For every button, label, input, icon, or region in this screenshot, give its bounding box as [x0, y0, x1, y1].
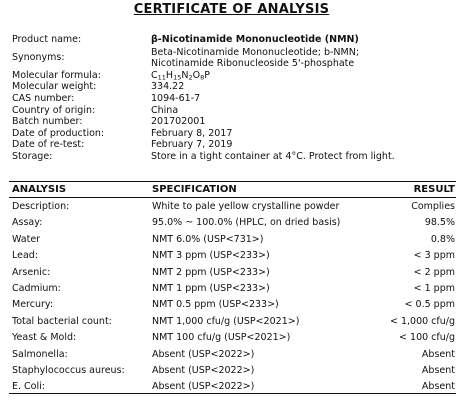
- synonyms-row: [12, 47, 452, 70]
- cas-label: CAS number:: [12, 92, 75, 104]
- synonyms-line-2: Nicotinamide Ribonucleoside 5'-phosphate: [151, 58, 355, 70]
- cas-value: 1094-61-7: [151, 92, 201, 104]
- table-row: [0, 329, 463, 345]
- weight-row: [12, 81, 452, 93]
- result-cell: < 2 ppm: [413, 266, 455, 278]
- analysis-cell: Total bacterial count:: [12, 315, 112, 327]
- formula-value: $C_{11}H_{15}N_2O_8P$: [151, 69, 210, 82]
- table-header: [0, 182, 463, 198]
- specification-cell: NMT 6.0% (USP<731>): [152, 233, 264, 245]
- result-cell: Absent: [421, 348, 455, 360]
- table-row: [0, 346, 463, 362]
- specification-cell: NMT 2 ppm (USP<233>): [152, 266, 270, 278]
- specification-cell: White to pale yellow crystalline powder: [152, 201, 340, 212]
- result-cell: Complies: [411, 201, 455, 212]
- analysis-cell: Mercury:: [12, 299, 54, 311]
- result-cell: < 1 ppm: [413, 282, 455, 294]
- retest-value: February 7, 2019: [151, 139, 233, 151]
- weight-value: 334.22: [151, 81, 185, 93]
- result-cell: 98.5%: [424, 217, 455, 229]
- table-row: [0, 296, 463, 312]
- product-name-row: [12, 34, 452, 46]
- result-cell: Absent: [421, 381, 455, 393]
- production-label: Date of production:: [12, 127, 105, 139]
- table-row: [0, 214, 463, 230]
- specification-cell: NMT 1,000 cfu/g (USP<2021>): [152, 315, 300, 327]
- specification-cell: Absent (USP<2022>): [152, 381, 255, 393]
- specification-cell: Absent (USP<2022>): [152, 364, 255, 376]
- header-analysis: ANALYSIS: [12, 184, 67, 195]
- retest-label: Date of re-test:: [12, 139, 85, 151]
- result-cell: Absent: [421, 364, 455, 376]
- specification-cell: NMT 100 cfu/g (USP<2021>): [152, 332, 291, 344]
- storage-label: Storage:: [12, 150, 53, 162]
- header-result: RESULT: [413, 184, 455, 195]
- analysis-cell: Salmonella:: [12, 348, 68, 360]
- analysis-table-body: [0, 198, 463, 395]
- table-row: [0, 264, 463, 280]
- batch-value: 201702001: [151, 116, 206, 128]
- table-row: [0, 280, 463, 296]
- header-specification: SPECIFICATION: [152, 184, 237, 195]
- result-cell: < 100 cfu/g: [399, 332, 455, 344]
- retest-row: [12, 139, 452, 151]
- table-row: [0, 231, 463, 247]
- batch-row: [12, 116, 452, 128]
- table-row: [0, 313, 463, 329]
- product-name-label: Product name:: [12, 34, 82, 45]
- table-row: [0, 198, 463, 214]
- weight-label: Molecular weight:: [12, 81, 97, 93]
- analysis-cell: Assay:: [12, 217, 43, 229]
- product-name-value: β-Nicotinamide Mononucleotide (NMN): [151, 34, 359, 45]
- batch-label: Batch number:: [12, 116, 83, 128]
- specification-cell: NMT 3 ppm (USP<233>): [152, 250, 270, 262]
- analysis-cell: Lead:: [12, 250, 39, 262]
- result-cell: < 1,000 cfu/g: [389, 315, 455, 327]
- production-row: [12, 128, 452, 140]
- storage-value: Store in a tight container at 4°C. Protect from light.: [151, 150, 395, 162]
- origin-row: [12, 105, 452, 117]
- specification-cell: Absent (USP<2022>): [152, 348, 255, 360]
- result-cell: < 0.5 ppm: [404, 299, 455, 311]
- synonyms-line-1: Beta-Nicotinamide Mononucleotide; b-NMN;: [151, 46, 360, 58]
- origin-value: China: [151, 104, 179, 116]
- result-cell: < 3 ppm: [413, 250, 455, 262]
- storage-row: [12, 151, 452, 163]
- formula-row: [12, 70, 452, 82]
- analysis-cell: Water: [12, 233, 41, 245]
- origin-label: Country of origin:: [12, 104, 96, 116]
- table-row: [0, 362, 463, 378]
- table-bottom-rule: [9, 393, 456, 394]
- production-value: February 8, 2017: [151, 127, 233, 139]
- table-row: [0, 247, 463, 263]
- analysis-cell: E. Coli:: [12, 381, 45, 393]
- document-title: CERTIFICATE OF ANALYSIS: [133, 2, 330, 17]
- synonyms-label: Synonyms:: [12, 51, 65, 63]
- analysis-cell: Yeast & Mold:: [12, 332, 77, 344]
- result-cell: 0.8%: [430, 233, 455, 245]
- formula-label: Molecular formula:: [12, 69, 101, 81]
- synonyms-value: [151, 47, 452, 70]
- analysis-cell: Arsenic:: [12, 266, 51, 278]
- specification-cell: 95.0% ~ 100.0% (HPLC, on dried basis): [152, 217, 341, 229]
- specification-cell: NMT 1 ppm (USP<233>): [152, 282, 270, 294]
- analysis-cell: Cadmium:: [12, 282, 61, 294]
- cas-row: [12, 93, 452, 105]
- product-info: [12, 34, 452, 163]
- specification-cell: NMT 0.5 ppm (USP<233>): [152, 299, 279, 311]
- analysis-cell: Description:: [12, 201, 70, 212]
- analysis-cell: Staphylococcus aureus:: [12, 364, 125, 376]
